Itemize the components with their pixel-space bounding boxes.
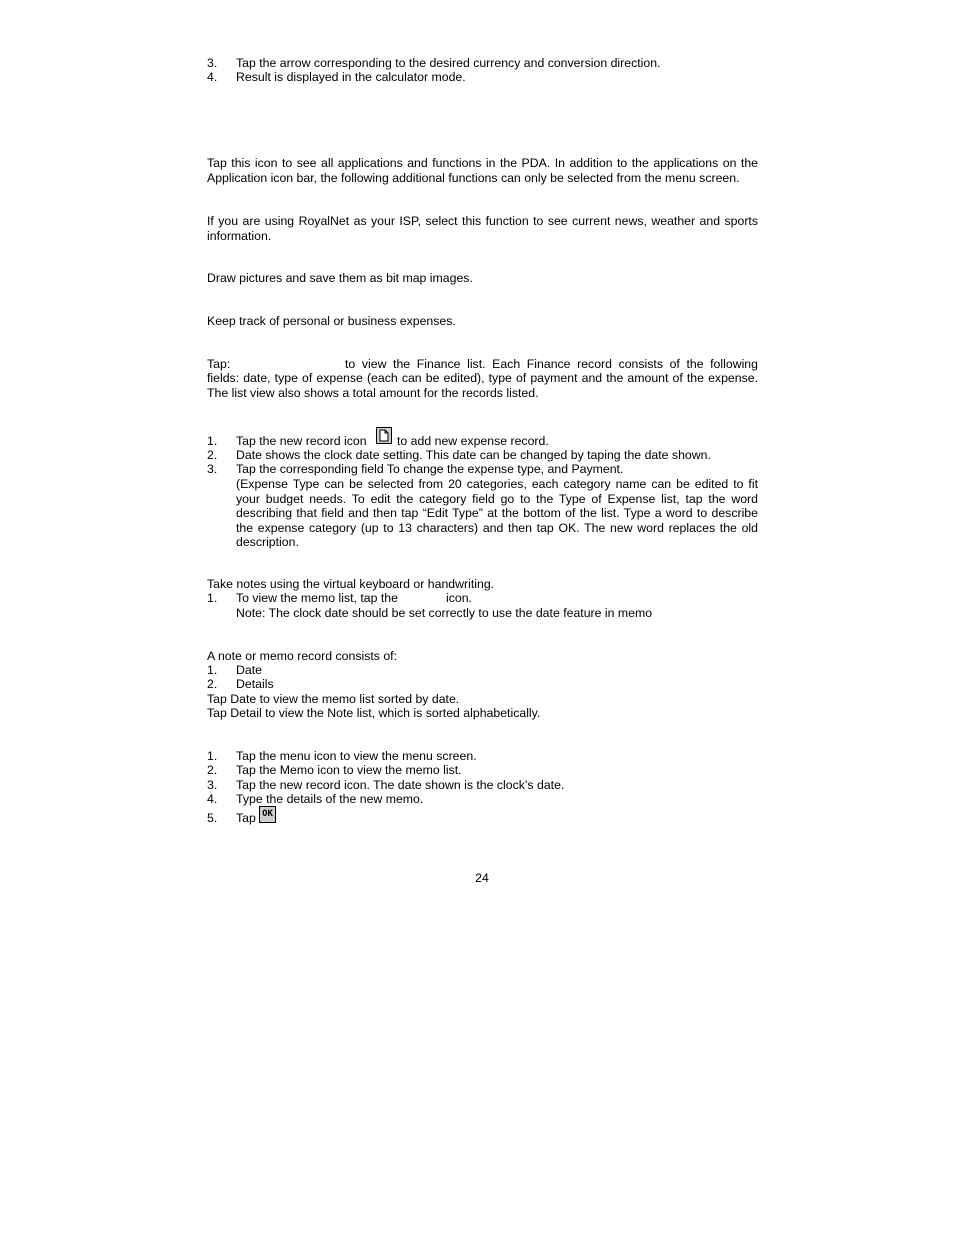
list-number: 1.	[207, 434, 218, 448]
list-number: 2.	[207, 763, 218, 777]
list-number: 2.	[207, 448, 218, 462]
list-item: Date shows the clock date setting. This date can be changed by taping the date shown.	[236, 448, 711, 462]
expense-paragraph: Keep track of personal or business expenses.	[207, 314, 456, 328]
list-number: 2.	[207, 677, 218, 691]
list-item: Tap the new record icon. The date shown is the clock’s date.	[236, 778, 565, 792]
list-item: Tap the Memo icon to view the memo list.	[236, 763, 462, 777]
finance-line1: to view the Finance list. Each Finance record consists of the following	[345, 357, 758, 371]
tap-date-text: Tap Date to view the memo list sorted by date.	[207, 692, 460, 706]
list-item: Date	[236, 663, 262, 677]
record-intro: A note or memo record consists of:	[207, 649, 398, 663]
finance-tap-label: Tap:	[207, 357, 231, 371]
list-item: To view the memo list, tap the	[236, 591, 398, 605]
list-number: 1.	[207, 749, 218, 763]
list-number: 5.	[207, 811, 218, 825]
list-item: Result is displayed in the calculator mode.	[236, 70, 466, 84]
expense-type-note: (Expense Type can be selected from 20 categories, each category name can be edited to fit your budget needs. To edit the category field go to the Type of Expense list, tap the word describing that field and then tap “Edit Type” at the bottom of the list. Type a word to describe the expense category (up to 13 characters) and then tap OK. The new word replaces the old description.	[236, 477, 758, 549]
draw-paragraph: Draw pictures and save them as bit map images.	[207, 271, 473, 285]
list-item-continued: icon.	[446, 591, 472, 605]
page-number: 24	[475, 871, 489, 885]
list-number: 1.	[207, 591, 218, 605]
list-number: 3.	[207, 56, 218, 70]
list-number: 1.	[207, 663, 218, 677]
list-number: 4.	[207, 70, 218, 84]
list-item: Tap the corresponding field To change the expense type, and Payment.	[236, 462, 624, 476]
royalnet-paragraph: If you are using RoyalNet as your ISP, select this function to see current news, weather and sports information.	[207, 214, 758, 243]
list-number: 3.	[207, 462, 218, 476]
list-item: Tap	[236, 811, 256, 825]
list-number: 3.	[207, 778, 218, 792]
list-item-continued: to add new expense record.	[397, 434, 549, 448]
list-item: Type the details of the new memo.	[236, 792, 424, 806]
memo-date-note: Note: The clock date should be set correctly to use the date feature in memo	[236, 606, 653, 620]
memo-intro: Take notes using the virtual keyboard or handwriting.	[207, 577, 495, 591]
list-item: Tap the menu icon to view the menu screen.	[236, 749, 477, 763]
finance-paragraph: fields: date, type of expense (each can be edited), type of payment and the amount of the expense. The list view also shows a total amount for the records listed.	[207, 371, 758, 400]
menu-intro-paragraph: Tap this icon to see all applications and functions in the PDA. In addition to the applications on the Application icon bar, the following additional functions can only be selected from the menu screen.	[207, 156, 758, 185]
tap-detail-text: Tap Detail to view the Note list, which is sorted alphabetically.	[207, 706, 541, 720]
list-item: Tap the new record icon	[236, 434, 367, 448]
new-record-icon	[376, 427, 392, 444]
list-item: Tap the arrow corresponding to the desired currency and conversion direction.	[236, 56, 661, 70]
list-number: 4.	[207, 792, 218, 806]
ok-icon: OK	[259, 806, 276, 823]
list-item: Details	[236, 677, 274, 691]
